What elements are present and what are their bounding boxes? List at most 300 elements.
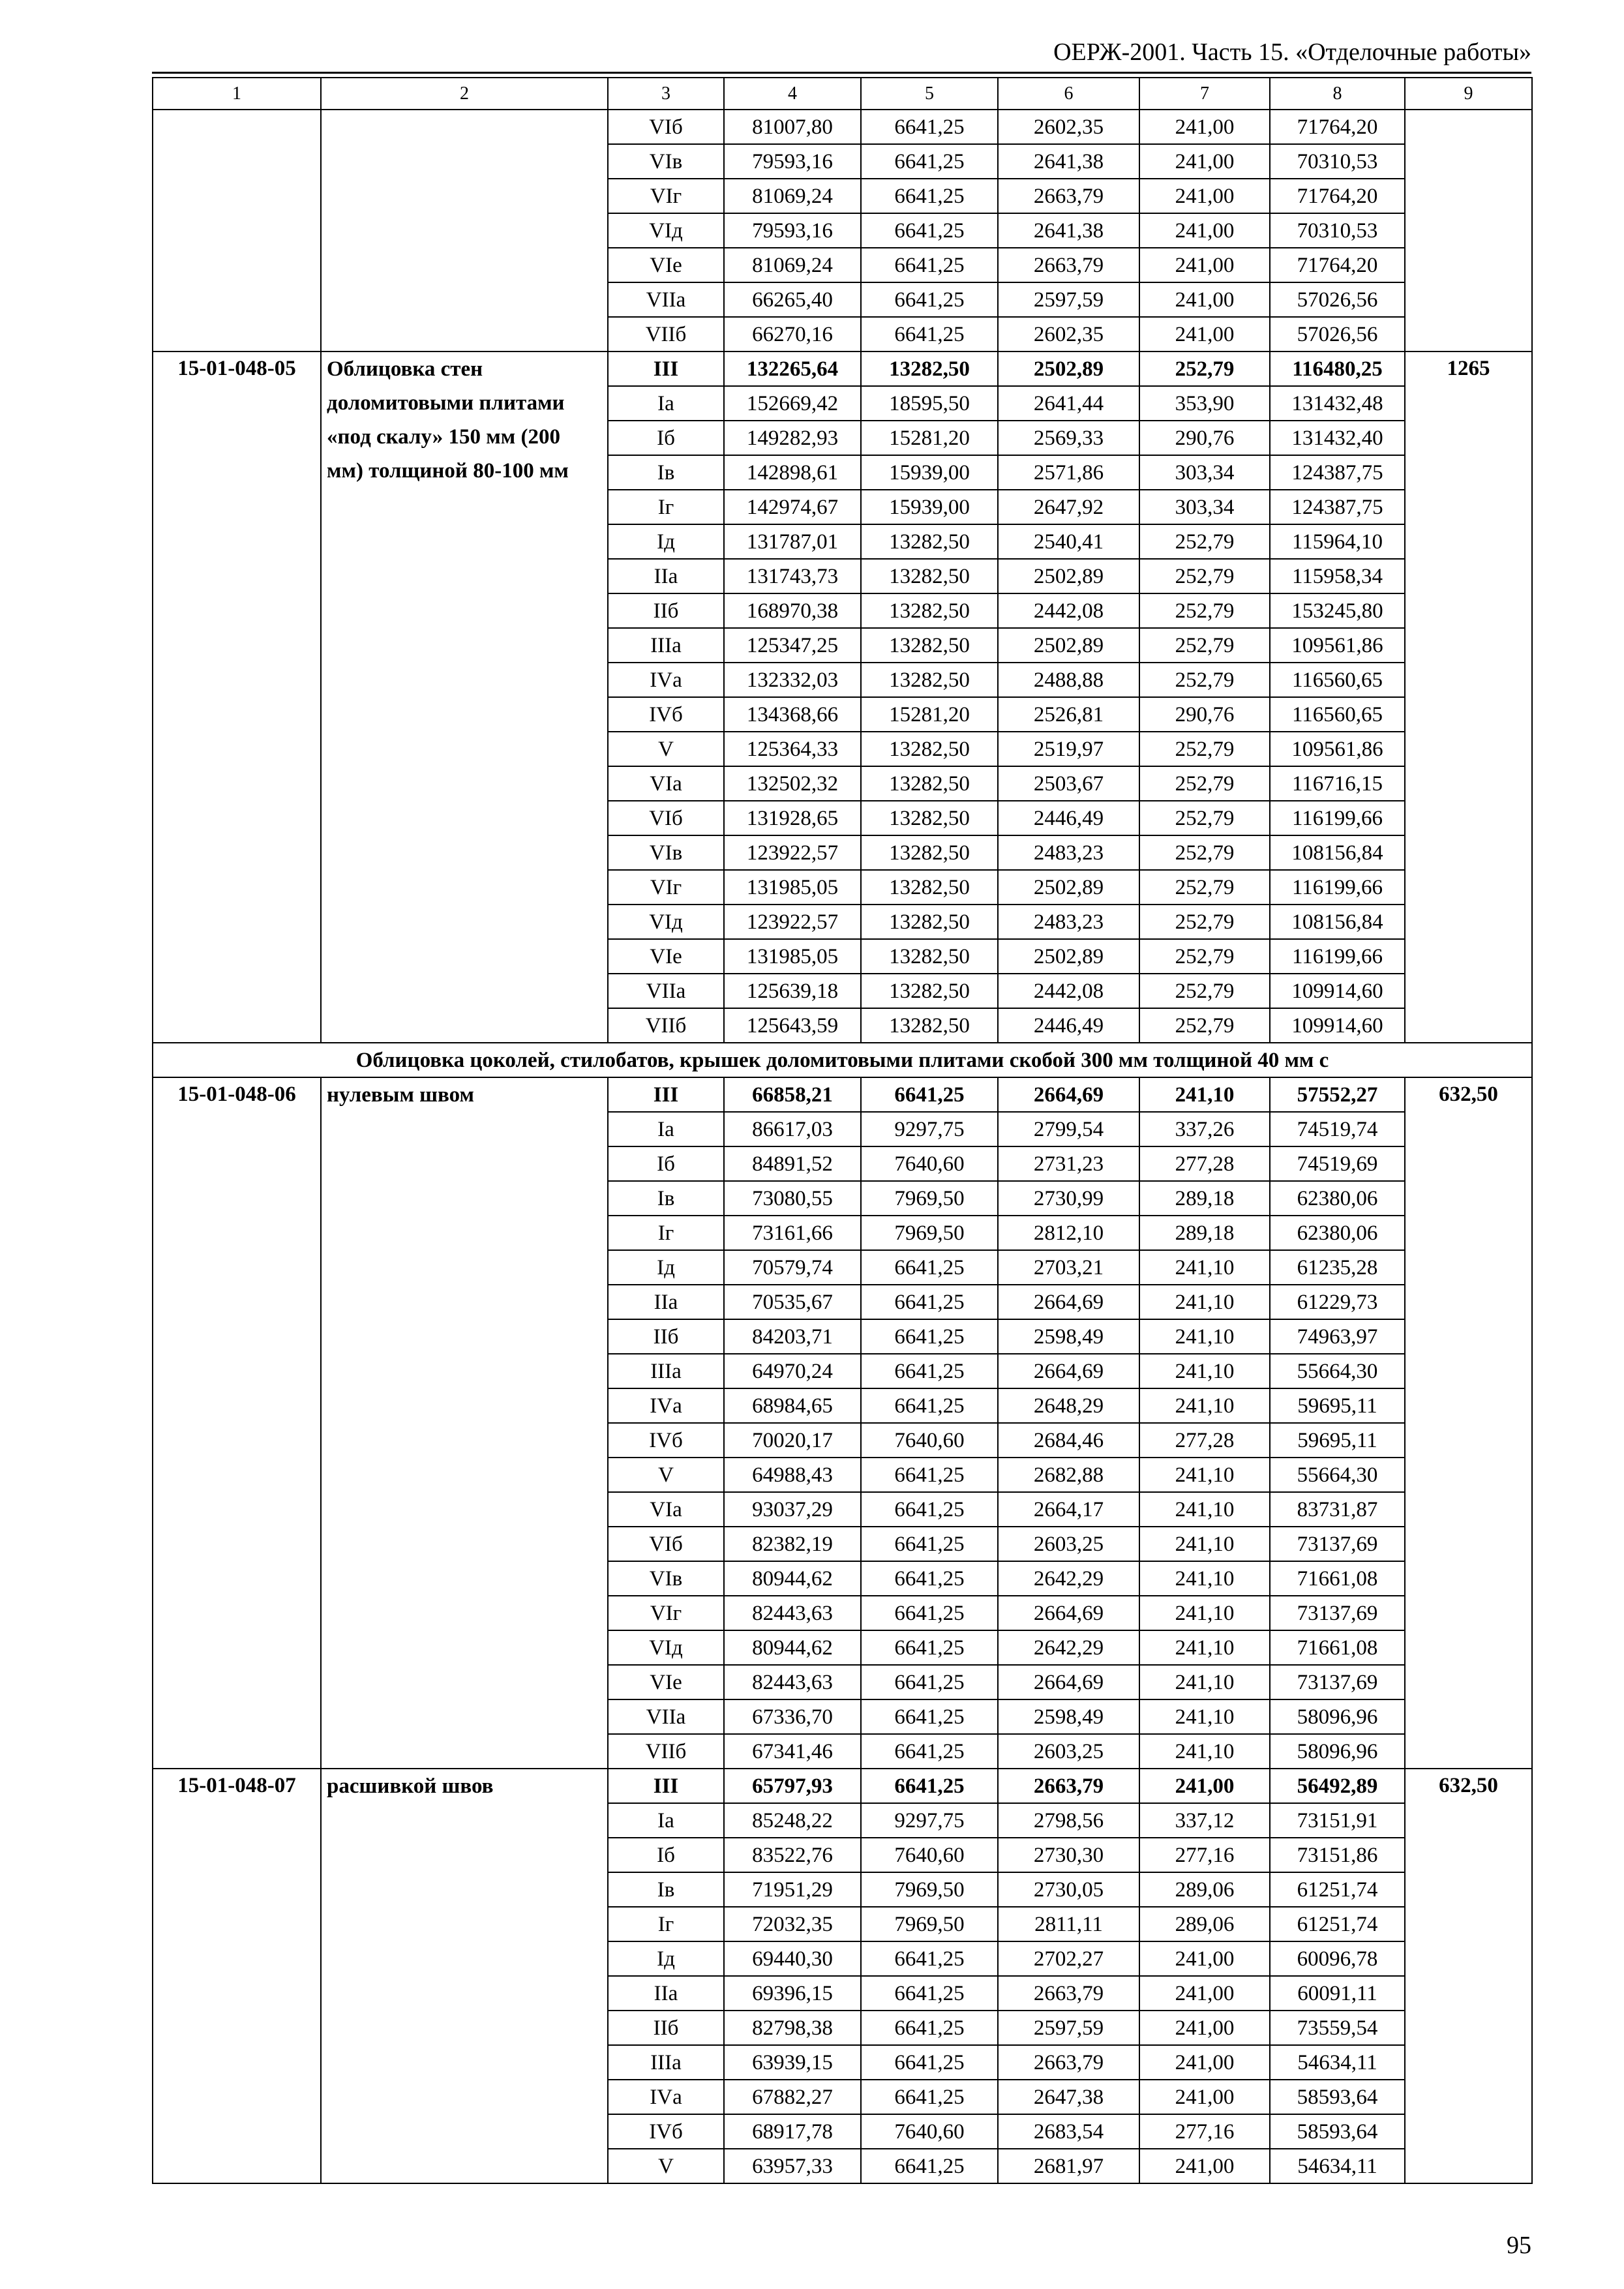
value-cell: 252,79: [1139, 974, 1270, 1008]
value-cell: 252,79: [1139, 352, 1270, 386]
value-cell: 109561,86: [1270, 732, 1405, 766]
zone-cell: Iг: [608, 1216, 724, 1250]
value-cell: 252,79: [1139, 939, 1270, 974]
value-cell: 277,16: [1139, 2114, 1270, 2149]
value-cell: 2811,11: [998, 1907, 1139, 1941]
value-cell: 168970,38: [724, 593, 861, 628]
value-cell: 15281,20: [861, 697, 998, 732]
value-cell: 74519,74: [1270, 1112, 1405, 1146]
zone-cell: IVа: [608, 663, 724, 697]
value-cell: 2502,89: [998, 352, 1139, 386]
value-cell: 131743,73: [724, 559, 861, 593]
value-cell: 132502,32: [724, 766, 861, 801]
zone-cell: VIг: [608, 870, 724, 905]
zone-cell: VIд: [608, 1630, 724, 1665]
value-cell: 80944,62: [724, 1630, 861, 1665]
value-cell: 71661,08: [1270, 1561, 1405, 1596]
zone-cell: IIа: [608, 559, 724, 593]
zone-cell: Iв: [608, 455, 724, 490]
value-cell: 79593,16: [724, 144, 861, 179]
zone-cell: V: [608, 1458, 724, 1492]
value-cell: 15281,20: [861, 421, 998, 455]
value-cell: 2502,89: [998, 870, 1139, 905]
value-cell: 116716,15: [1270, 766, 1405, 801]
value-cell: 108156,84: [1270, 905, 1405, 939]
value-cell: 69396,15: [724, 1976, 861, 2011]
value-cell: 6641,25: [861, 1458, 998, 1492]
value-cell: 2603,25: [998, 1527, 1139, 1561]
value-cell: 59695,11: [1270, 1423, 1405, 1458]
table-row: [153, 1077, 1532, 1112]
value-cell: 241,00: [1139, 2011, 1270, 2045]
value-cell: 63957,33: [724, 2149, 861, 2183]
value-cell: 303,34: [1139, 490, 1270, 524]
value-cell: 241,00: [1139, 282, 1270, 317]
value-cell: 66858,21: [724, 1077, 861, 1112]
value-cell: 15939,00: [861, 455, 998, 490]
value-cell: 2799,54: [998, 1112, 1139, 1146]
value-cell: 241,10: [1139, 1319, 1270, 1354]
value-cell: 2663,79: [998, 248, 1139, 282]
value-cell: 2602,35: [998, 317, 1139, 352]
zone-cell: VIIб: [608, 1734, 724, 1769]
rate-code: 15-01-048-05: [153, 352, 321, 1043]
zone-cell: VIв: [608, 835, 724, 870]
zone-cell: Iд: [608, 524, 724, 559]
value-cell: 241,10: [1139, 1388, 1270, 1423]
value-cell: 303,34: [1139, 455, 1270, 490]
value-cell: 61251,74: [1270, 1872, 1405, 1907]
value-cell: 241,00: [1139, 2045, 1270, 2080]
value-cell: 13282,50: [861, 1008, 998, 1043]
rate-extra: 632,50: [1405, 1077, 1532, 1769]
value-cell: 6641,25: [861, 248, 998, 282]
value-cell: 63939,15: [724, 2045, 861, 2080]
value-cell: 58096,96: [1270, 1699, 1405, 1734]
value-cell: 337,26: [1139, 1112, 1270, 1146]
value-cell: 15939,00: [861, 490, 998, 524]
value-cell: 7640,60: [861, 1423, 998, 1458]
value-cell: 62380,06: [1270, 1216, 1405, 1250]
value-cell: 241,10: [1139, 1527, 1270, 1561]
value-cell: 60096,78: [1270, 1941, 1405, 1976]
value-cell: 108156,84: [1270, 835, 1405, 870]
value-cell: 289,06: [1139, 1872, 1270, 1907]
zone-cell: IIб: [608, 2011, 724, 2045]
value-cell: 59695,11: [1270, 1388, 1405, 1423]
zone-cell: Iв: [608, 1181, 724, 1216]
value-cell: 252,79: [1139, 732, 1270, 766]
value-cell: 54634,11: [1270, 2149, 1405, 2183]
value-cell: 6641,25: [861, 1941, 998, 1976]
value-cell: 2603,25: [998, 1734, 1139, 1769]
value-cell: 142898,61: [724, 455, 861, 490]
zone-cell: VIIа: [608, 282, 724, 317]
value-cell: 241,00: [1139, 248, 1270, 282]
value-cell: 73151,91: [1270, 1803, 1405, 1838]
value-cell: 9297,75: [861, 1112, 998, 1146]
value-cell: 241,10: [1139, 1285, 1270, 1319]
value-cell: 252,79: [1139, 870, 1270, 905]
zone-cell: IIIа: [608, 2045, 724, 2080]
value-cell: 289,18: [1139, 1216, 1270, 1250]
description-cell: [321, 110, 608, 352]
value-cell: 290,76: [1139, 697, 1270, 732]
value-cell: 252,79: [1139, 559, 1270, 593]
value-cell: 289,06: [1139, 1907, 1270, 1941]
value-cell: 131928,65: [724, 801, 861, 835]
column-number: 9: [1405, 78, 1532, 110]
value-cell: 153245,80: [1270, 593, 1405, 628]
value-cell: 61235,28: [1270, 1250, 1405, 1285]
zone-cell: VIв: [608, 144, 724, 179]
value-cell: 6641,25: [861, 1250, 998, 1285]
zone-cell: Iг: [608, 490, 724, 524]
value-cell: 82382,19: [724, 1527, 861, 1561]
value-cell: 241,10: [1139, 1561, 1270, 1596]
value-cell: 2663,79: [998, 1976, 1139, 2011]
value-cell: 7640,60: [861, 2114, 998, 2149]
value-cell: 2641,38: [998, 144, 1139, 179]
value-cell: 131985,05: [724, 939, 861, 974]
value-cell: 7969,50: [861, 1907, 998, 1941]
value-cell: 13282,50: [861, 524, 998, 559]
zone-cell: Iа: [608, 1803, 724, 1838]
value-cell: 2663,79: [998, 179, 1139, 213]
zone-cell: IVб: [608, 2114, 724, 2149]
value-cell: 13282,50: [861, 352, 998, 386]
value-cell: 61229,73: [1270, 1285, 1405, 1319]
value-cell: 74963,97: [1270, 1319, 1405, 1354]
value-cell: 6641,25: [861, 1769, 998, 1803]
value-cell: 58593,64: [1270, 2080, 1405, 2114]
zone-cell: VIб: [608, 110, 724, 144]
page-number: 95: [1507, 2232, 1531, 2259]
zone-cell: Iд: [608, 1941, 724, 1976]
value-cell: 252,79: [1139, 905, 1270, 939]
value-cell: 124387,75: [1270, 490, 1405, 524]
value-cell: 116480,25: [1270, 352, 1405, 386]
value-cell: 2598,49: [998, 1319, 1139, 1354]
value-cell: 6641,25: [861, 1630, 998, 1665]
value-cell: 2731,23: [998, 1146, 1139, 1181]
zone-cell: IVб: [608, 697, 724, 732]
value-cell: 83731,87: [1270, 1492, 1405, 1527]
value-cell: 241,10: [1139, 1596, 1270, 1630]
zone-cell: VIб: [608, 801, 724, 835]
value-cell: 9297,75: [861, 1803, 998, 1838]
value-cell: 13282,50: [861, 766, 998, 801]
column-number: 3: [608, 78, 724, 110]
zone-cell: IIIа: [608, 628, 724, 663]
zone-cell: VIIб: [608, 1008, 724, 1043]
value-cell: 2502,89: [998, 628, 1139, 663]
rate-code: 15-01-048-06: [153, 1077, 321, 1769]
value-cell: 2540,41: [998, 524, 1139, 559]
zone-cell: VIг: [608, 1596, 724, 1630]
zone-cell: IVб: [608, 1423, 724, 1458]
value-cell: 67336,70: [724, 1699, 861, 1734]
column-number-row: [153, 78, 1532, 110]
value-cell: 73137,69: [1270, 1665, 1405, 1699]
value-cell: 13282,50: [861, 628, 998, 663]
value-cell: 73137,69: [1270, 1527, 1405, 1561]
value-cell: 57026,56: [1270, 317, 1405, 352]
value-cell: 241,00: [1139, 2149, 1270, 2183]
value-cell: 6641,25: [861, 1077, 998, 1112]
value-cell: 55664,30: [1270, 1354, 1405, 1388]
value-cell: 290,76: [1139, 421, 1270, 455]
zone-cell: VIе: [608, 939, 724, 974]
rate-description: расшивкой швов: [321, 1769, 608, 2183]
zone-cell: Iд: [608, 1250, 724, 1285]
value-cell: 6641,25: [861, 1319, 998, 1354]
value-cell: 241,10: [1139, 1250, 1270, 1285]
zone-cell: VIе: [608, 248, 724, 282]
value-cell: 241,00: [1139, 2080, 1270, 2114]
value-cell: 13282,50: [861, 974, 998, 1008]
rates-table: [152, 77, 1533, 2184]
value-cell: 2730,30: [998, 1838, 1139, 1872]
value-cell: 123922,57: [724, 835, 861, 870]
column-number: 5: [861, 78, 998, 110]
value-cell: 13282,50: [861, 939, 998, 974]
value-cell: 115958,34: [1270, 559, 1405, 593]
value-cell: 6641,25: [861, 1561, 998, 1596]
value-cell: 93037,29: [724, 1492, 861, 1527]
value-cell: 6641,25: [861, 1596, 998, 1630]
value-cell: 13282,50: [861, 732, 998, 766]
zone-cell: IIа: [608, 1285, 724, 1319]
zone-cell: Iб: [608, 421, 724, 455]
value-cell: 2664,69: [998, 1354, 1139, 1388]
value-cell: 142974,67: [724, 490, 861, 524]
value-cell: 2442,08: [998, 593, 1139, 628]
column-number: 4: [724, 78, 861, 110]
value-cell: 6641,25: [861, 1665, 998, 1699]
value-cell: 131432,40: [1270, 421, 1405, 455]
value-cell: 6641,25: [861, 144, 998, 179]
value-cell: 6641,25: [861, 110, 998, 144]
value-cell: 2664,69: [998, 1285, 1139, 1319]
value-cell: 2502,89: [998, 559, 1139, 593]
value-cell: 252,79: [1139, 801, 1270, 835]
value-cell: 241,10: [1139, 1630, 1270, 1665]
value-cell: 353,90: [1139, 386, 1270, 421]
value-cell: 2526,81: [998, 697, 1139, 732]
value-cell: 64970,24: [724, 1354, 861, 1388]
value-cell: 73559,54: [1270, 2011, 1405, 2045]
value-cell: 7969,50: [861, 1216, 998, 1250]
value-cell: 277,28: [1139, 1423, 1270, 1458]
value-cell: 241,10: [1139, 1734, 1270, 1769]
value-cell: 84891,52: [724, 1146, 861, 1181]
value-cell: 13282,50: [861, 559, 998, 593]
column-number: 8: [1270, 78, 1405, 110]
value-cell: 241,00: [1139, 317, 1270, 352]
value-cell: 337,12: [1139, 1803, 1270, 1838]
value-cell: 241,10: [1139, 1492, 1270, 1527]
column-number: 7: [1139, 78, 1270, 110]
value-cell: 55664,30: [1270, 1458, 1405, 1492]
value-cell: 241,00: [1139, 1941, 1270, 1976]
value-cell: 109914,60: [1270, 1008, 1405, 1043]
value-cell: 6641,25: [861, 1285, 998, 1319]
value-cell: 2642,29: [998, 1630, 1139, 1665]
value-cell: 68984,65: [724, 1388, 861, 1423]
value-cell: 131432,48: [1270, 386, 1405, 421]
value-cell: 86617,03: [724, 1112, 861, 1146]
value-cell: 149282,93: [724, 421, 861, 455]
value-cell: 2684,46: [998, 1423, 1139, 1458]
zone-cell: VIг: [608, 179, 724, 213]
extra-cell: [1405, 110, 1532, 352]
value-cell: 68917,78: [724, 2114, 861, 2149]
value-cell: 116199,66: [1270, 801, 1405, 835]
zone-cell: VIа: [608, 766, 724, 801]
value-cell: 2597,59: [998, 2011, 1139, 2045]
rate-extra: 632,50: [1405, 1769, 1532, 2183]
value-cell: 6641,25: [861, 2149, 998, 2183]
value-cell: 71764,20: [1270, 110, 1405, 144]
value-cell: 241,00: [1139, 179, 1270, 213]
zone-cell: Iв: [608, 1872, 724, 1907]
value-cell: 252,79: [1139, 663, 1270, 697]
value-cell: 74519,69: [1270, 1146, 1405, 1181]
zone-cell: IIа: [608, 1976, 724, 2011]
value-cell: 7640,60: [861, 1146, 998, 1181]
value-cell: 82443,63: [724, 1596, 861, 1630]
code-cell: [153, 110, 321, 352]
value-cell: 241,10: [1139, 1699, 1270, 1734]
value-cell: 241,00: [1139, 213, 1270, 248]
zone-cell: IIIа: [608, 1354, 724, 1388]
value-cell: 2446,49: [998, 1008, 1139, 1043]
value-cell: 2483,23: [998, 905, 1139, 939]
value-cell: 131787,01: [724, 524, 861, 559]
value-cell: 2664,17: [998, 1492, 1139, 1527]
value-cell: 2664,69: [998, 1596, 1139, 1630]
value-cell: 2571,86: [998, 455, 1139, 490]
value-cell: 2641,38: [998, 213, 1139, 248]
value-cell: 13282,50: [861, 663, 998, 697]
zone-cell: VIе: [608, 1665, 724, 1699]
value-cell: 131985,05: [724, 870, 861, 905]
value-cell: 6641,25: [861, 2080, 998, 2114]
value-cell: 241,00: [1139, 144, 1270, 179]
value-cell: 6641,25: [861, 179, 998, 213]
value-cell: 132332,03: [724, 663, 861, 697]
value-cell: 2663,79: [998, 1769, 1139, 1803]
value-cell: 6641,25: [861, 1492, 998, 1527]
value-cell: 70535,67: [724, 1285, 861, 1319]
zone-cell: V: [608, 732, 724, 766]
value-cell: 2442,08: [998, 974, 1139, 1008]
zone-cell: Iг: [608, 1907, 724, 1941]
value-cell: 277,16: [1139, 1838, 1270, 1872]
value-cell: 252,79: [1139, 766, 1270, 801]
value-cell: 7969,50: [861, 1181, 998, 1216]
value-cell: 124387,75: [1270, 455, 1405, 490]
value-cell: 2647,38: [998, 2080, 1139, 2114]
zone-cell: VIIа: [608, 974, 724, 1008]
value-cell: 115964,10: [1270, 524, 1405, 559]
value-cell: 57552,27: [1270, 1077, 1405, 1112]
value-cell: 2597,59: [998, 282, 1139, 317]
value-cell: 7640,60: [861, 1838, 998, 1872]
value-cell: 252,79: [1139, 524, 1270, 559]
column-number: 2: [321, 78, 608, 110]
zone-cell: VIIа: [608, 1699, 724, 1734]
value-cell: 79593,16: [724, 213, 861, 248]
zone-cell: Iб: [608, 1838, 724, 1872]
value-cell: 71764,20: [1270, 179, 1405, 213]
zone-cell: IVа: [608, 1388, 724, 1423]
value-cell: 152669,42: [724, 386, 861, 421]
value-cell: 289,18: [1139, 1181, 1270, 1216]
value-cell: 2730,99: [998, 1181, 1139, 1216]
value-cell: 125364,33: [724, 732, 861, 766]
section-heading-row: [153, 1043, 1532, 1077]
value-cell: 109914,60: [1270, 974, 1405, 1008]
value-cell: 58096,96: [1270, 1734, 1405, 1769]
value-cell: 241,10: [1139, 1077, 1270, 1112]
zone-cell: VIIб: [608, 317, 724, 352]
value-cell: 83522,76: [724, 1838, 861, 1872]
value-cell: 2663,79: [998, 2045, 1139, 2080]
value-cell: 6641,25: [861, 1734, 998, 1769]
page-header: ОЕРЖ-2001. Часть 15. «Отделочные работы»: [1053, 38, 1531, 66]
header-rule: [152, 72, 1531, 74]
value-cell: 2483,23: [998, 835, 1139, 870]
value-cell: 67882,27: [724, 2080, 861, 2114]
value-cell: 6641,25: [861, 1976, 998, 2011]
value-cell: 116560,65: [1270, 663, 1405, 697]
zone-cell: VIд: [608, 905, 724, 939]
value-cell: 2569,33: [998, 421, 1139, 455]
value-cell: 2519,97: [998, 732, 1139, 766]
value-cell: 73161,66: [724, 1216, 861, 1250]
value-cell: 277,28: [1139, 1146, 1270, 1181]
value-cell: 71764,20: [1270, 248, 1405, 282]
value-cell: 6641,25: [861, 2011, 998, 2045]
value-cell: 82798,38: [724, 2011, 861, 2045]
value-cell: 252,79: [1139, 1008, 1270, 1043]
value-cell: 2647,92: [998, 490, 1139, 524]
value-cell: 6641,25: [861, 1388, 998, 1423]
zone-cell: VIб: [608, 1527, 724, 1561]
value-cell: 116199,66: [1270, 870, 1405, 905]
value-cell: 66270,16: [724, 317, 861, 352]
zone-cell: III: [608, 352, 724, 386]
value-cell: 241,10: [1139, 1354, 1270, 1388]
value-cell: 70020,17: [724, 1423, 861, 1458]
value-cell: 134368,66: [724, 697, 861, 732]
value-cell: 61251,74: [1270, 1907, 1405, 1941]
value-cell: 125347,25: [724, 628, 861, 663]
value-cell: 241,10: [1139, 1458, 1270, 1492]
rate-description: Облицовка стен доломитовыми плитами «под скалу» 150 мм (200 мм) толщиной 80-100 мм: [321, 352, 608, 1043]
value-cell: 54634,11: [1270, 2045, 1405, 2080]
value-cell: 2598,49: [998, 1699, 1139, 1734]
zone-cell: VIа: [608, 1492, 724, 1527]
value-cell: 13282,50: [861, 905, 998, 939]
value-cell: 116199,66: [1270, 939, 1405, 974]
value-cell: 132265,64: [724, 352, 861, 386]
value-cell: 73137,69: [1270, 1596, 1405, 1630]
value-cell: 2682,88: [998, 1458, 1139, 1492]
value-cell: 13282,50: [861, 870, 998, 905]
